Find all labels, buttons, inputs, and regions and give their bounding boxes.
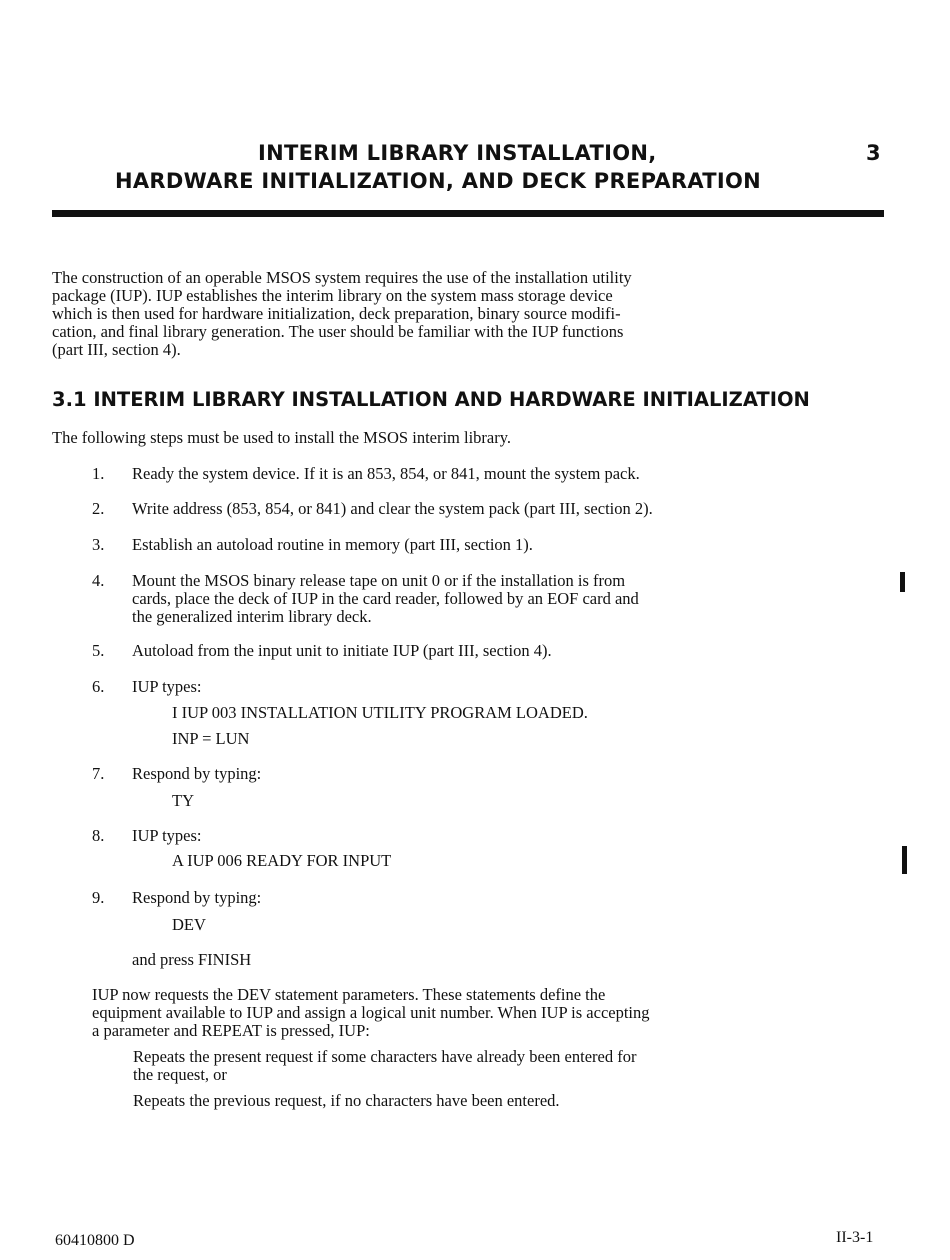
repeat-line: Repeats the previous request, if no characters have been entered.	[133, 1091, 560, 1110]
step-text: Mount the MSOS binary release tape on unit 0 or if the installation is from	[132, 571, 626, 590]
document-number: 60410800 D	[55, 1232, 135, 1249]
intro-line: The construction of an operable MSOS system requires the use of the installation utility	[52, 268, 632, 287]
dev-paragraph	[92, 986, 650, 1040]
intro-line: package (IUP). IUP establishes the interim library on the system mass storage device	[52, 286, 613, 305]
step-8	[92, 827, 912, 845]
chapter-title-line1: INTERIM LIBRARY INSTALLATION,	[258, 141, 657, 165]
step-9	[92, 889, 912, 907]
section-lead: The following steps must be used to install the MSOS interim library.	[52, 428, 512, 447]
repeat-line: Repeats the present request if some characters have already been entered for	[133, 1047, 637, 1066]
repeat-item	[133, 1092, 560, 1110]
section-title: 3.1 INTERIM LIBRARY INSTALLATION AND HARDWARE INITIALIZATION	[52, 388, 810, 411]
step-number: 8.	[92, 826, 105, 845]
step-text: cards, place the deck of IUP in the card reader, followed by an EOF card and	[132, 589, 639, 608]
step-text: the generalized interim library deck.	[132, 607, 372, 626]
step-number: 5.	[92, 641, 105, 660]
console-input: DEV	[172, 915, 206, 934]
repeat-line: the request, or	[133, 1065, 227, 1084]
header-rule	[52, 210, 884, 217]
intro-line: (part III, section 4).	[52, 340, 181, 359]
step-number: 1.	[92, 464, 105, 483]
step-number: 7.	[92, 764, 105, 783]
dev-line: IUP now requests the DEV statement parameters. These statements define the	[92, 985, 606, 1004]
step-text: Write address (853, 854, or 841) and clear the system pack (part III, section 2).	[132, 499, 653, 518]
console-output: A IUP 006 READY FOR INPUT	[172, 851, 392, 870]
step-text: IUP types:	[132, 826, 202, 845]
step-number: 9.	[92, 888, 105, 907]
change-bar	[900, 572, 905, 592]
step-1	[92, 465, 912, 483]
step-6	[92, 678, 912, 696]
step-text: Respond by typing:	[132, 888, 262, 907]
repeat-item	[133, 1048, 636, 1084]
console-output: I IUP 003 INSTALLATION UTILITY PROGRAM LOADED.	[172, 703, 588, 722]
change-bar	[902, 846, 907, 874]
step-5	[92, 642, 912, 660]
step-text: Autoload from the input unit to initiate IUP (part III, section 4).	[132, 641, 552, 660]
intro-line: cation, and final library generation. The user should be familiar with the IUP functions	[52, 322, 624, 341]
step-text: Respond by typing:	[132, 764, 262, 783]
intro-paragraph	[52, 269, 632, 359]
finish-note: and press FINISH	[132, 950, 252, 969]
intro-line: which is then used for hardware initialization, deck preparation, binary source modifi-	[52, 304, 621, 323]
chapter-title-line2: HARDWARE INITIALIZATION, AND DECK PREPARATION	[115, 169, 762, 193]
page-number: II-3-1	[836, 1229, 874, 1246]
step-text: IUP types:	[132, 677, 202, 696]
step-number: 6.	[92, 677, 105, 696]
console-input: TY	[172, 791, 194, 810]
step-text: Establish an autoload routine in memory (part III, section 1).	[132, 535, 533, 554]
step-7	[92, 765, 912, 783]
chapter-number: 3	[866, 141, 881, 165]
console-output: INP = LUN	[172, 729, 250, 748]
step-number: 3.	[92, 535, 105, 554]
dev-line: equipment available to IUP and assign a logical unit number. When IUP is accepting	[92, 1003, 650, 1022]
step-3	[92, 536, 912, 554]
step-text: Ready the system device. If it is an 853, 854, or 841, mount the system pack.	[132, 464, 640, 483]
step-number: 4.	[92, 571, 105, 590]
step-4	[92, 572, 912, 626]
step-number: 2.	[92, 499, 105, 518]
dev-line: a parameter and REPEAT is pressed, IUP:	[92, 1021, 370, 1040]
step-2	[92, 500, 912, 518]
